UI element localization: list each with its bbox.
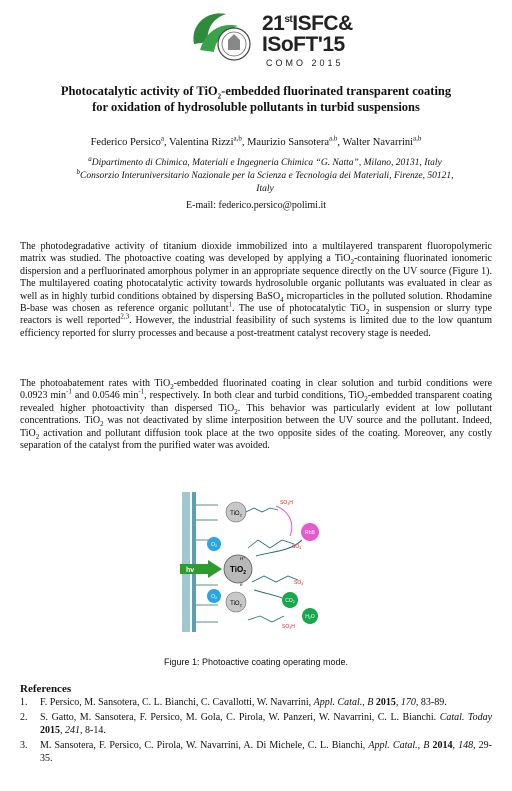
conf-isoft: ISoFT'15 (262, 33, 345, 56)
title-part: Photocatalytic activity of TiO (60, 84, 218, 98)
reference-item: 3. M. Sansotera, F. Persico, C. Pirola, W. Navarrini, A. Di Michele, C. L. Bianchi, Appl. Catal., B 2014, 148, 29-35. (20, 740, 493, 764)
conf-ordinal: st (284, 14, 293, 25)
author-list: Federico Persico$^a$, Valentina Rizzi$^{a,b}$, Maurizio Sansotera$^{a,b}$, Walter Navarrini$^{a,b}$ (90, 134, 422, 148)
author-affil-mark: a,b (329, 134, 338, 143)
conf-place: COMO 2015 (266, 58, 344, 68)
hv-label: hv (186, 567, 195, 574)
coating-diagram (178, 490, 328, 640)
product-arrow (254, 590, 282, 598)
svg-text:CO2: $CO_2$ (285, 598, 295, 604)
title-line-2: for oxidation of hydrosoluble pollutants in turbid suspensions (92, 100, 420, 114)
author: Federico Persico (90, 137, 161, 148)
affiliation: Consorzio Interuniversitario Nazionale per la Scienza e Tecnologia dei Materiali, Firenze, 50121, Italy (80, 171, 454, 194)
title-sub: 2 (217, 92, 222, 101)
affil-mark: b (76, 167, 81, 176)
conf-number: 21 (262, 12, 285, 35)
svg-text:H+: H+ (240, 555, 246, 561)
author: Valentina Rizzi (169, 137, 234, 148)
rhb-arrow (276, 506, 292, 536)
conf-isfc: ISFC& (292, 12, 353, 35)
abstract-paragraph-1: The photodegradative activity of titanium dioxide immobilized into a multilayered transparent fluoropolymeric matrix was studied. The photoactive coating was developed by applying a TiO$_2$-containing fluorinated ionomeric dispersion and a perfluorinated amorphous polymer in an appropriate sequence directly on the UV source (Figure 1). The multilayered coating photocatalytic activity towards hydrosoluble organic pollutants was evaluated in clear as well as in highly turbid conditions obtained by dispersing BaSO$_4$ microparticles in the polluted solution. Rhodamine B-base was chosen as reference organic pollutant$^1$. The use of photocatalytic TiO$_2$ in suspension or slurry type reactors is well reported$^{2,3}$. However, the industrial feasibility of such systems is limited due to the low quantum efficiency reported for slurry processes and because a post-treatment catalyst recovery stage is needed. (20, 241, 492, 339)
reference-item: 2. S. Gatto, M. Sansotera, F. Persico, M. Gola, C. Pirola, W. Panzeri, W. Navarrini, C. L. Bianchi. Catal. Today 2015, 241, 8-14. (20, 712, 493, 736)
conference-name (262, 14, 353, 68)
svg-text:O2: $O_2$ (211, 594, 217, 600)
svg-text:TiO2: TiO$_2$ (230, 601, 242, 608)
svg-text:TiO2: TiO$_2$ (230, 511, 242, 518)
uv-lamp-wall (182, 492, 190, 632)
conference-logo (186, 6, 256, 68)
author-affil-mark: a (160, 134, 164, 143)
author: Maurizio Sansotera (247, 137, 330, 148)
svg-text:H2O: $H_2O$ (305, 614, 315, 620)
affil-mark: a (88, 154, 92, 163)
title-part: -embedded fluorinated transparent coating (221, 84, 452, 98)
coating-layer (192, 492, 196, 632)
affiliations (70, 154, 460, 196)
references-heading: References (20, 683, 72, 695)
svg-text:SO3-: $SO_3^-$ (294, 579, 305, 586)
svg-text:SO3H: $SO_3H$ (280, 500, 293, 506)
svg-text:SO3-: $SO_3^-$ (292, 543, 303, 550)
svg-text:RhB: RhB (305, 530, 315, 536)
svg-text:e-: e- (240, 581, 244, 587)
tio2-label: TiO$_2$ (230, 565, 246, 576)
author-affil-mark: a,b (233, 134, 242, 143)
figure-caption: Figure 1: Photoactive coating operating mode. (163, 657, 349, 667)
reference-list (20, 697, 492, 768)
abstract-paragraph-2: The photoabatement rates with TiO$_2$-embedded fluorinated coating in clear solution and turbid conditions were 0.0923 $\min^{-1}$ and 0.0546 $\min^{-1}$, respectively. In both clear and turbid conditions, TiO$_2$-embedded transparent coating revealed higher photoactivity than dispersed TiO$_2$. This behavior was particularly evident at low pollutant concentrations. TiO$_2$ was not deactivated by slime interposition between the UV source and the pollutant. Indeed, TiO$_2$ activation and pollutant diffusion took place at the two opposite sides of the coating. Moreover, any costly separation of the catalyst from the purified water was avoided. (20, 378, 493, 452)
svg-text:O2: $O_2$ (211, 542, 217, 548)
contact-email: E-mail: federico.persico@polimi.it (186, 200, 326, 211)
author-affil-mark: a,b (413, 134, 422, 143)
svg-text:SO3H: $SO_3H$ (282, 624, 295, 630)
reference-item: 1. F. Persico, M. Sansotera, C. L. Bianchi, C. Cavallotti, W. Navarrini, Appl. Catal., B 2015, 170, 83-89. (20, 697, 447, 708)
affiliation: Dipartimento di Chimica, Materiali e Ingegneria Chimica “G. Natta”, Milano, 20131, Italy (91, 158, 442, 168)
paper-title (0, 83, 512, 115)
author: Walter Navarrini (342, 137, 414, 148)
